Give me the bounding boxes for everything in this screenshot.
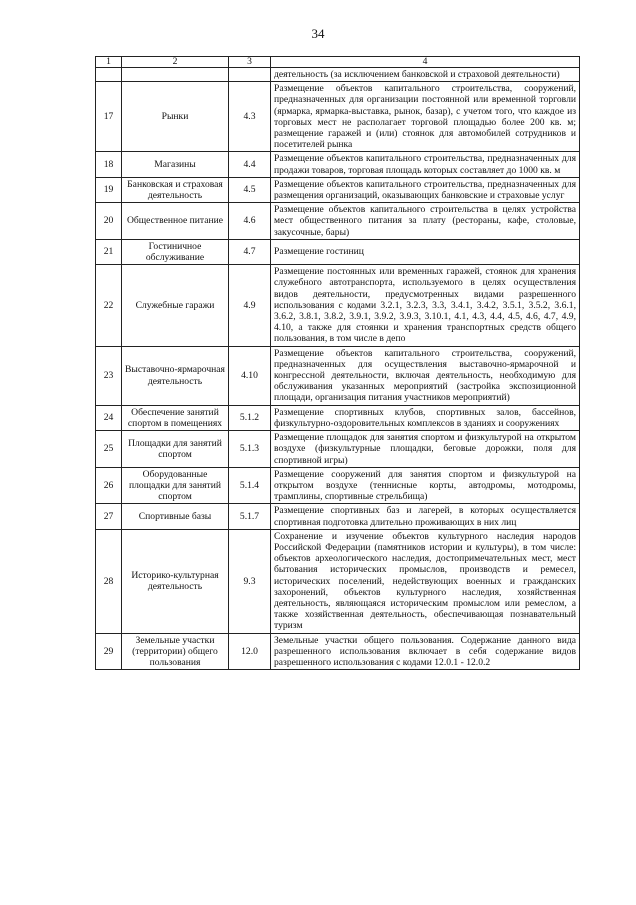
table-row — [96, 346, 580, 405]
table-row — [96, 177, 580, 202]
land-use-name: Оборудованные площадки для занятий спортом — [122, 467, 229, 504]
land-use-code: 9.3 — [229, 529, 271, 633]
row-number: 29 — [96, 633, 122, 670]
land-use-name: Площадки для занятий спортом — [122, 431, 229, 468]
land-use-description: Размещение постоянных или временных гаражей, стоянок для хранения служебного автотранспорта, используемого в целях осуществления видов деятельности, предусмотренных видами разрешенного использования с кодами 3.2.1, 3.2.3, 3.3, 3.4.1, 3.4.2, 3.5.1, 3.5.2, 3.6.1, 3.6.2, 3.8.1, 3.8.2, 3.9.1, 3.9.2, 3.9.3, 3.10.1, 4.1, 4.3, 4.4, 4.5, 4.6, 4.7, 4.9, 4.10, а также для стоянки и хранения транспортных средств общего пользования, в том числе в депо — [271, 265, 580, 346]
table-row — [96, 239, 580, 264]
table-row — [96, 633, 580, 670]
land-use-description: Размещение объектов капитального строительства, предназначенных для размещения организаций, оказывающих банковские и страховые услуг — [271, 177, 580, 202]
land-use-code: 4.3 — [229, 82, 271, 152]
land-use-code: 5.1.7 — [229, 504, 271, 529]
land-use-code: 4.9 — [229, 265, 271, 346]
land-use-table — [95, 56, 580, 670]
row-number: 27 — [96, 504, 122, 529]
table-row — [96, 529, 580, 633]
land-use-description: Размещение площадок для занятия спортом и физкультурой на открытом воздухе (физкультурные площадки, беговые дорожки, поля для спортивной игры) — [271, 431, 580, 468]
land-use-name: Выставочно-ярмарочная деятельность — [122, 346, 229, 405]
row-number: 24 — [96, 405, 122, 430]
land-use-code: 4.6 — [229, 203, 271, 240]
land-use-code: 4.10 — [229, 346, 271, 405]
table-row — [96, 431, 580, 468]
land-use-description: Размещение объектов капитального строительства в целях устройства мест общественного питания за плату (рестораны, кафе, столовые, закусочные, бары) — [271, 203, 580, 240]
land-use-name: Гостиничное обслуживание — [122, 239, 229, 264]
continuation-text: деятельность (за исключением банковской и страховой деятельности) — [271, 68, 580, 82]
land-use-description: Земельные участки общего пользования. Содержание данного вида разрешенного использования включает в себя содержание видов разрешенного использования с кодами 12.0.1 - 12.0.2 — [271, 633, 580, 670]
table-row — [96, 504, 580, 529]
land-use-code: 5.1.3 — [229, 431, 271, 468]
land-use-description: Размещение сооружений для занятия спортом и физкультурой на открытом воздухе (теннисные корты, автодромы, мотодромы, трамплины, спортивные стрельбища) — [271, 467, 580, 504]
row-number: 20 — [96, 203, 122, 240]
table-row — [96, 467, 580, 504]
header-col-3: 3 — [229, 57, 271, 68]
land-use-description: Размещение спортивных клубов, спортивных залов, бассейнов, физкультурно-оздоровительных комплексов в зданиях и сооружениях — [271, 405, 580, 430]
header-col-1: 1 — [96, 57, 122, 68]
land-use-name: Общественное питание — [122, 203, 229, 240]
land-use-code: 12.0 — [229, 633, 271, 670]
land-use-description: Размещение объектов капитального строительства, сооружений, предназначенных для организации постоянной или временной торговли (ярмарка, ярмарка-выставка, рынок, базар), с учетом того, что каждое из торговых мест не располагает торговой площадью более 200 кв. м; размещение гаражей и (или) стоянок для автомобилей сотрудников и посетителей рынка — [271, 82, 580, 152]
row-number: 25 — [96, 431, 122, 468]
row-number: 21 — [96, 239, 122, 264]
table-row — [96, 405, 580, 430]
land-use-description: Размещение объектов капитального строительства, предназначенных для продажи товаров, торговая площадь которых составляет до 1000 кв. м — [271, 152, 580, 177]
land-use-name: Земельные участки (территории) общего пользования — [122, 633, 229, 670]
row-number: 26 — [96, 467, 122, 504]
table-row — [96, 82, 580, 152]
header-col-2: 2 — [122, 57, 229, 68]
land-use-description: Размещение гостиниц — [271, 239, 580, 264]
continuation-row — [96, 68, 580, 82]
land-use-name: Магазины — [122, 152, 229, 177]
land-use-code: 4.5 — [229, 177, 271, 202]
page-number: 34 — [311, 26, 325, 41]
land-use-code: 4.7 — [229, 239, 271, 264]
land-use-code: 5.1.2 — [229, 405, 271, 430]
land-use-name: Историко-культурная деятельность — [122, 529, 229, 633]
table-header-row — [96, 57, 580, 68]
row-number: 19 — [96, 177, 122, 202]
row-number: 22 — [96, 265, 122, 346]
table-row — [96, 152, 580, 177]
land-use-code: 4.4 — [229, 152, 271, 177]
land-use-code: 5.1.4 — [229, 467, 271, 504]
table-row — [96, 265, 580, 346]
row-number: 18 — [96, 152, 122, 177]
land-use-description: Сохранение и изучение объектов культурного наследия народов Российской Федерации (памятников истории и культуры), в том числе: объектов археологического наследия, достопримечательных мест, мест бытования исторических промыслов, производств и ремесел, исторических поселений, недействующих военных и гражданских захоронений, объектов культурного наследия, хозяйственная деятельность, являющаяся историческим промыслом или ремеслом, а также хозяйственная деятельность, обеспечивающая познавательный туризм — [271, 529, 580, 633]
land-use-name: Служебные гаражи — [122, 265, 229, 346]
row-number: 17 — [96, 82, 122, 152]
land-use-name: Обеспечение занятий спортом в помещениях — [122, 405, 229, 430]
land-use-description: Размещение спортивных баз и лагерей, в которых осуществляется спортивная подготовка длительно проживающих в них лиц — [271, 504, 580, 529]
table-row — [96, 203, 580, 240]
land-use-name: Спортивные базы — [122, 504, 229, 529]
land-use-description: Размещение объектов капитального строительства, сооружений, предназначенных для осуществления выставочно-ярмарочной и конгрессной деятельности, включая деятельность, необходимую для обслуживания указанных мероприятий (застройка экспозиционной площади, организация питания участников мероприятий) — [271, 346, 580, 405]
header-col-4: 4 — [271, 57, 580, 68]
land-use-name: Банковская и страховая деятельность — [122, 177, 229, 202]
row-number: 28 — [96, 529, 122, 633]
land-use-name: Рынки — [122, 82, 229, 152]
row-number: 23 — [96, 346, 122, 405]
